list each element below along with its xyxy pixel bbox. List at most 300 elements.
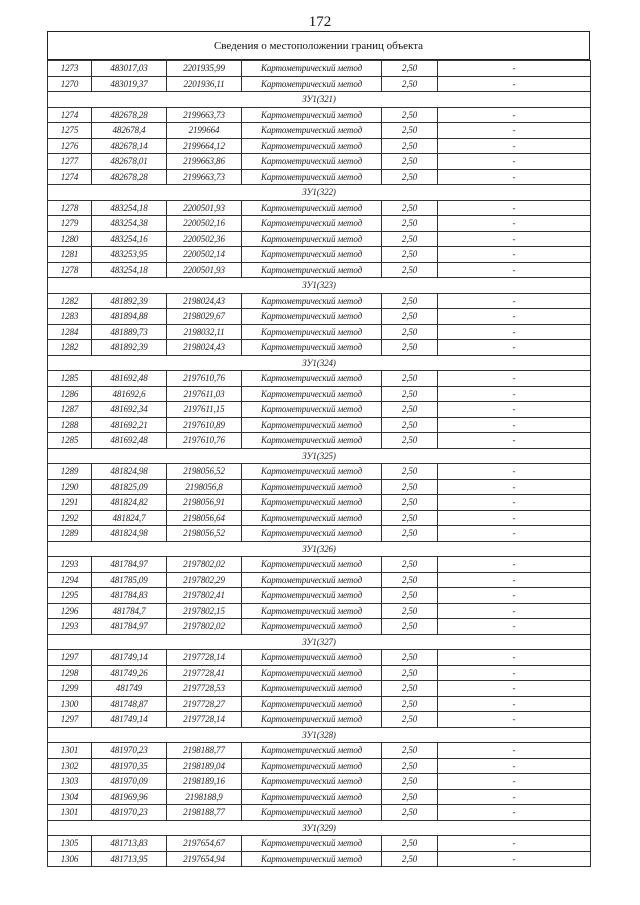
group-label: ЗУ1(328) bbox=[48, 727, 591, 743]
table-row bbox=[48, 479, 591, 495]
point-number-cell: 1299 bbox=[48, 681, 92, 697]
method-cell: Картометрический метод bbox=[242, 433, 382, 449]
table-row bbox=[48, 402, 591, 418]
method-cell: Картометрический метод bbox=[242, 216, 382, 232]
note-cell: - bbox=[438, 262, 591, 278]
x-coordinate-cell: 483254,38 bbox=[92, 216, 167, 232]
x-coordinate-cell: 481825,09 bbox=[92, 479, 167, 495]
note-cell: - bbox=[438, 247, 591, 263]
table-row bbox=[48, 712, 591, 728]
method-cell: Картометрический метод bbox=[242, 61, 382, 77]
accuracy-cell: 2,50 bbox=[382, 619, 438, 635]
y-coordinate-cell: 2198189,04 bbox=[167, 758, 242, 774]
table-row bbox=[48, 650, 591, 666]
accuracy-cell: 2,50 bbox=[382, 433, 438, 449]
method-cell: Картометрический метод bbox=[242, 402, 382, 418]
method-cell: Картометрический метод bbox=[242, 696, 382, 712]
y-coordinate-cell: 2199663,73 bbox=[167, 169, 242, 185]
point-number-cell: 1294 bbox=[48, 572, 92, 588]
method-cell: Картометрический метод bbox=[242, 138, 382, 154]
table-row bbox=[48, 774, 591, 790]
y-coordinate-cell: 2197728,41 bbox=[167, 665, 242, 681]
x-coordinate-cell: 481824,82 bbox=[92, 495, 167, 511]
group-header-row bbox=[48, 820, 591, 836]
x-coordinate-cell: 482678,28 bbox=[92, 169, 167, 185]
method-cell: Картометрический метод bbox=[242, 169, 382, 185]
method-cell: Картометрический метод bbox=[242, 262, 382, 278]
group-label: ЗУ1(322) bbox=[48, 185, 591, 201]
accuracy-cell: 2,50 bbox=[382, 851, 438, 867]
x-coordinate-cell: 483019,37 bbox=[92, 76, 167, 92]
method-cell: Картометрический метод bbox=[242, 526, 382, 542]
x-coordinate-cell: 481824,7 bbox=[92, 510, 167, 526]
x-coordinate-cell: 483017,03 bbox=[92, 61, 167, 77]
method-cell: Картометрический метод bbox=[242, 619, 382, 635]
y-coordinate-cell: 2197611,15 bbox=[167, 402, 242, 418]
method-cell: Картометрический метод bbox=[242, 743, 382, 759]
point-number-cell: 1298 bbox=[48, 665, 92, 681]
table-row bbox=[48, 464, 591, 480]
accuracy-cell: 2,50 bbox=[382, 743, 438, 759]
x-coordinate-cell: 481784,7 bbox=[92, 603, 167, 619]
method-cell: Картометрический метод bbox=[242, 789, 382, 805]
accuracy-cell: 2,50 bbox=[382, 758, 438, 774]
accuracy-cell: 2,50 bbox=[382, 572, 438, 588]
point-number-cell: 1288 bbox=[48, 417, 92, 433]
point-number-cell: 1291 bbox=[48, 495, 92, 511]
coordinates-table bbox=[47, 60, 591, 867]
x-coordinate-cell: 481824,98 bbox=[92, 464, 167, 480]
note-cell: - bbox=[438, 479, 591, 495]
method-cell: Картометрический метод bbox=[242, 510, 382, 526]
accuracy-cell: 2,50 bbox=[382, 138, 438, 154]
point-number-cell: 1284 bbox=[48, 324, 92, 340]
point-number-cell: 1282 bbox=[48, 293, 92, 309]
point-number-cell: 1303 bbox=[48, 774, 92, 790]
method-cell: Картометрический метод bbox=[242, 712, 382, 728]
method-cell: Картометрический метод bbox=[242, 324, 382, 340]
method-cell: Картометрический метод bbox=[242, 76, 382, 92]
y-coordinate-cell: 2198029,67 bbox=[167, 309, 242, 325]
accuracy-cell: 2,50 bbox=[382, 231, 438, 247]
x-coordinate-cell: 481692,48 bbox=[92, 371, 167, 387]
x-coordinate-cell: 483253,95 bbox=[92, 247, 167, 263]
y-coordinate-cell: 2198189,16 bbox=[167, 774, 242, 790]
accuracy-cell: 2,50 bbox=[382, 805, 438, 821]
x-coordinate-cell: 481892,39 bbox=[92, 293, 167, 309]
y-coordinate-cell: 2200502,36 bbox=[167, 231, 242, 247]
method-cell: Картометрический метод bbox=[242, 603, 382, 619]
group-label: ЗУ1(327) bbox=[48, 634, 591, 650]
accuracy-cell: 2,50 bbox=[382, 464, 438, 480]
table-row bbox=[48, 123, 591, 139]
point-number-cell: 1274 bbox=[48, 169, 92, 185]
x-coordinate-cell: 481970,09 bbox=[92, 774, 167, 790]
y-coordinate-cell: 2197802,41 bbox=[167, 588, 242, 604]
table-row bbox=[48, 510, 591, 526]
note-cell: - bbox=[438, 433, 591, 449]
table-row bbox=[48, 293, 591, 309]
note-cell: - bbox=[438, 665, 591, 681]
accuracy-cell: 2,50 bbox=[382, 76, 438, 92]
x-coordinate-cell: 481692,21 bbox=[92, 417, 167, 433]
point-number-cell: 1293 bbox=[48, 619, 92, 635]
note-cell: - bbox=[438, 123, 591, 139]
accuracy-cell: 2,50 bbox=[382, 154, 438, 170]
y-coordinate-cell: 2197654,94 bbox=[167, 851, 242, 867]
method-cell: Картометрический метод bbox=[242, 417, 382, 433]
method-cell: Картометрический метод bbox=[242, 836, 382, 852]
method-cell: Картометрический метод bbox=[242, 665, 382, 681]
table-row bbox=[48, 495, 591, 511]
point-number-cell: 1287 bbox=[48, 402, 92, 418]
note-cell: - bbox=[438, 572, 591, 588]
point-number-cell: 1276 bbox=[48, 138, 92, 154]
point-number-cell: 1282 bbox=[48, 340, 92, 356]
table-row bbox=[48, 169, 591, 185]
method-cell: Картометрический метод bbox=[242, 386, 382, 402]
accuracy-cell: 2,50 bbox=[382, 650, 438, 666]
point-number-cell: 1296 bbox=[48, 603, 92, 619]
point-number-cell: 1285 bbox=[48, 371, 92, 387]
accuracy-cell: 2,50 bbox=[382, 169, 438, 185]
method-cell: Картометрический метод bbox=[242, 464, 382, 480]
point-number-cell: 1285 bbox=[48, 433, 92, 449]
x-coordinate-cell: 481784,83 bbox=[92, 588, 167, 604]
y-coordinate-cell: 2197654,67 bbox=[167, 836, 242, 852]
note-cell: - bbox=[438, 293, 591, 309]
note-cell: - bbox=[438, 231, 591, 247]
table-row bbox=[48, 743, 591, 759]
note-cell: - bbox=[438, 309, 591, 325]
table-row bbox=[48, 231, 591, 247]
x-coordinate-cell: 483254,18 bbox=[92, 262, 167, 278]
point-number-cell: 1286 bbox=[48, 386, 92, 402]
accuracy-cell: 2,50 bbox=[382, 603, 438, 619]
note-cell: - bbox=[438, 758, 591, 774]
accuracy-cell: 2,50 bbox=[382, 479, 438, 495]
y-coordinate-cell: 2198056,52 bbox=[167, 464, 242, 480]
y-coordinate-cell: 2198024,43 bbox=[167, 340, 242, 356]
y-coordinate-cell: 2197610,89 bbox=[167, 417, 242, 433]
accuracy-cell: 2,50 bbox=[382, 200, 438, 216]
point-number-cell: 1273 bbox=[48, 61, 92, 77]
note-cell: - bbox=[438, 107, 591, 123]
y-coordinate-cell: 2200501,93 bbox=[167, 200, 242, 216]
accuracy-cell: 2,50 bbox=[382, 123, 438, 139]
table-row bbox=[48, 138, 591, 154]
x-coordinate-cell: 481749,26 bbox=[92, 665, 167, 681]
note-cell: - bbox=[438, 510, 591, 526]
x-coordinate-cell: 483254,18 bbox=[92, 200, 167, 216]
note-cell: - bbox=[438, 386, 591, 402]
table-row bbox=[48, 619, 591, 635]
table-row bbox=[48, 154, 591, 170]
accuracy-cell: 2,50 bbox=[382, 309, 438, 325]
accuracy-cell: 2,50 bbox=[382, 107, 438, 123]
method-cell: Картометрический метод bbox=[242, 805, 382, 821]
x-coordinate-cell: 481889,73 bbox=[92, 324, 167, 340]
group-header-row bbox=[48, 278, 591, 294]
y-coordinate-cell: 2199664,12 bbox=[167, 138, 242, 154]
accuracy-cell: 2,50 bbox=[382, 293, 438, 309]
y-coordinate-cell: 2199664 bbox=[167, 123, 242, 139]
y-coordinate-cell: 2197802,29 bbox=[167, 572, 242, 588]
point-number-cell: 1306 bbox=[48, 851, 92, 867]
x-coordinate-cell: 481970,35 bbox=[92, 758, 167, 774]
x-coordinate-cell: 481894,88 bbox=[92, 309, 167, 325]
note-cell: - bbox=[438, 138, 591, 154]
accuracy-cell: 2,50 bbox=[382, 402, 438, 418]
y-coordinate-cell: 2197728,14 bbox=[167, 712, 242, 728]
method-cell: Картометрический метод bbox=[242, 572, 382, 588]
y-coordinate-cell: 2197802,02 bbox=[167, 619, 242, 635]
accuracy-cell: 2,50 bbox=[382, 510, 438, 526]
table-row bbox=[48, 805, 591, 821]
note-cell: - bbox=[438, 588, 591, 604]
table-row bbox=[48, 588, 591, 604]
y-coordinate-cell: 2197610,76 bbox=[167, 433, 242, 449]
y-coordinate-cell: 2201936,11 bbox=[167, 76, 242, 92]
accuracy-cell: 2,50 bbox=[382, 495, 438, 511]
accuracy-cell: 2,50 bbox=[382, 216, 438, 232]
table-row bbox=[48, 324, 591, 340]
note-cell: - bbox=[438, 324, 591, 340]
x-coordinate-cell: 481749,14 bbox=[92, 650, 167, 666]
note-cell: - bbox=[438, 200, 591, 216]
table-row bbox=[48, 681, 591, 697]
note-cell: - bbox=[438, 417, 591, 433]
method-cell: Картометрический метод bbox=[242, 588, 382, 604]
table-row bbox=[48, 61, 591, 77]
accuracy-cell: 2,50 bbox=[382, 262, 438, 278]
table-row bbox=[48, 247, 591, 263]
group-header-row bbox=[48, 185, 591, 201]
table-row bbox=[48, 789, 591, 805]
accuracy-cell: 2,50 bbox=[382, 696, 438, 712]
method-cell: Картометрический метод bbox=[242, 309, 382, 325]
note-cell: - bbox=[438, 216, 591, 232]
accuracy-cell: 2,50 bbox=[382, 712, 438, 728]
point-number-cell: 1278 bbox=[48, 262, 92, 278]
y-coordinate-cell: 2198056,8 bbox=[167, 479, 242, 495]
y-coordinate-cell: 2197610,76 bbox=[167, 371, 242, 387]
point-number-cell: 1301 bbox=[48, 805, 92, 821]
group-header-row bbox=[48, 355, 591, 371]
point-number-cell: 1278 bbox=[48, 200, 92, 216]
table-row bbox=[48, 526, 591, 542]
point-number-cell: 1300 bbox=[48, 696, 92, 712]
table-row bbox=[48, 836, 591, 852]
x-coordinate-cell: 481969,96 bbox=[92, 789, 167, 805]
y-coordinate-cell: 2198188,77 bbox=[167, 805, 242, 821]
group-label: ЗУ1(326) bbox=[48, 541, 591, 557]
accuracy-cell: 2,50 bbox=[382, 836, 438, 852]
table-row bbox=[48, 603, 591, 619]
table-row bbox=[48, 340, 591, 356]
x-coordinate-cell: 481692,48 bbox=[92, 433, 167, 449]
y-coordinate-cell: 2201935,99 bbox=[167, 61, 242, 77]
x-coordinate-cell: 481692,6 bbox=[92, 386, 167, 402]
y-coordinate-cell: 2197802,15 bbox=[167, 603, 242, 619]
accuracy-cell: 2,50 bbox=[382, 774, 438, 790]
x-coordinate-cell: 482678,4 bbox=[92, 123, 167, 139]
note-cell: - bbox=[438, 526, 591, 542]
y-coordinate-cell: 2197728,53 bbox=[167, 681, 242, 697]
method-cell: Картометрический метод bbox=[242, 340, 382, 356]
group-header-row bbox=[48, 634, 591, 650]
method-cell: Картометрический метод bbox=[242, 479, 382, 495]
method-cell: Картометрический метод bbox=[242, 107, 382, 123]
x-coordinate-cell: 482678,14 bbox=[92, 138, 167, 154]
x-coordinate-cell: 481713,95 bbox=[92, 851, 167, 867]
note-cell: - bbox=[438, 696, 591, 712]
note-cell: - bbox=[438, 464, 591, 480]
x-coordinate-cell: 481824,98 bbox=[92, 526, 167, 542]
table-heading: Сведения о местоположении границ объекта bbox=[47, 31, 590, 60]
note-cell: - bbox=[438, 495, 591, 511]
point-number-cell: 1289 bbox=[48, 464, 92, 480]
note-cell: - bbox=[438, 681, 591, 697]
accuracy-cell: 2,50 bbox=[382, 588, 438, 604]
point-number-cell: 1305 bbox=[48, 836, 92, 852]
note-cell: - bbox=[438, 805, 591, 821]
point-number-cell: 1295 bbox=[48, 588, 92, 604]
method-cell: Картометрический метод bbox=[242, 851, 382, 867]
table-row bbox=[48, 433, 591, 449]
point-number-cell: 1281 bbox=[48, 247, 92, 263]
point-number-cell: 1301 bbox=[48, 743, 92, 759]
point-number-cell: 1274 bbox=[48, 107, 92, 123]
x-coordinate-cell: 481784,97 bbox=[92, 557, 167, 573]
method-cell: Картометрический метод bbox=[242, 557, 382, 573]
y-coordinate-cell: 2198188,9 bbox=[167, 789, 242, 805]
x-coordinate-cell: 481785,09 bbox=[92, 572, 167, 588]
method-cell: Картометрический метод bbox=[242, 154, 382, 170]
group-label: ЗУ1(321) bbox=[48, 92, 591, 108]
method-cell: Картометрический метод bbox=[242, 293, 382, 309]
table-row bbox=[48, 386, 591, 402]
table-row bbox=[48, 309, 591, 325]
x-coordinate-cell: 483254,16 bbox=[92, 231, 167, 247]
coordinates-sheet bbox=[47, 31, 590, 867]
method-cell: Картометрический метод bbox=[242, 758, 382, 774]
y-coordinate-cell: 2199663,73 bbox=[167, 107, 242, 123]
y-coordinate-cell: 2199663,86 bbox=[167, 154, 242, 170]
y-coordinate-cell: 2200502,14 bbox=[167, 247, 242, 263]
point-number-cell: 1279 bbox=[48, 216, 92, 232]
method-cell: Картометрический метод bbox=[242, 231, 382, 247]
y-coordinate-cell: 2197728,27 bbox=[167, 696, 242, 712]
accuracy-cell: 2,50 bbox=[382, 526, 438, 542]
page-number: 172 bbox=[308, 14, 332, 30]
x-coordinate-cell: 481749,14 bbox=[92, 712, 167, 728]
table-row bbox=[48, 758, 591, 774]
table-row bbox=[48, 262, 591, 278]
x-coordinate-cell: 481784,97 bbox=[92, 619, 167, 635]
x-coordinate-cell: 481692,34 bbox=[92, 402, 167, 418]
table-row bbox=[48, 557, 591, 573]
x-coordinate-cell: 481970,23 bbox=[92, 743, 167, 759]
group-label: ЗУ1(329) bbox=[48, 820, 591, 836]
y-coordinate-cell: 2197802,02 bbox=[167, 557, 242, 573]
x-coordinate-cell: 481892,39 bbox=[92, 340, 167, 356]
group-header-row bbox=[48, 541, 591, 557]
method-cell: Картометрический метод bbox=[242, 774, 382, 790]
note-cell: - bbox=[438, 76, 591, 92]
point-number-cell: 1277 bbox=[48, 154, 92, 170]
accuracy-cell: 2,50 bbox=[382, 417, 438, 433]
accuracy-cell: 2,50 bbox=[382, 61, 438, 77]
group-label: ЗУ1(323) bbox=[48, 278, 591, 294]
table-row bbox=[48, 76, 591, 92]
accuracy-cell: 2,50 bbox=[382, 681, 438, 697]
x-coordinate-cell: 481970,23 bbox=[92, 805, 167, 821]
y-coordinate-cell: 2197611,03 bbox=[167, 386, 242, 402]
note-cell: - bbox=[438, 154, 591, 170]
x-coordinate-cell: 482678,01 bbox=[92, 154, 167, 170]
point-number-cell: 1280 bbox=[48, 231, 92, 247]
point-number-cell: 1289 bbox=[48, 526, 92, 542]
y-coordinate-cell: 2198056,91 bbox=[167, 495, 242, 511]
table-row bbox=[48, 572, 591, 588]
note-cell: - bbox=[438, 836, 591, 852]
group-label: ЗУ1(324) bbox=[48, 355, 591, 371]
group-label: ЗУ1(325) bbox=[48, 448, 591, 464]
table-row bbox=[48, 200, 591, 216]
note-cell: - bbox=[438, 619, 591, 635]
y-coordinate-cell: 2198056,64 bbox=[167, 510, 242, 526]
accuracy-cell: 2,50 bbox=[382, 557, 438, 573]
y-coordinate-cell: 2198056,52 bbox=[167, 526, 242, 542]
note-cell: - bbox=[438, 371, 591, 387]
table-row bbox=[48, 665, 591, 681]
point-number-cell: 1290 bbox=[48, 479, 92, 495]
method-cell: Картометрический метод bbox=[242, 371, 382, 387]
note-cell: - bbox=[438, 557, 591, 573]
y-coordinate-cell: 2200502,16 bbox=[167, 216, 242, 232]
note-cell: - bbox=[438, 789, 591, 805]
point-number-cell: 1275 bbox=[48, 123, 92, 139]
table-row bbox=[48, 107, 591, 123]
accuracy-cell: 2,50 bbox=[382, 386, 438, 402]
x-coordinate-cell: 482678,28 bbox=[92, 107, 167, 123]
method-cell: Картометрический метод bbox=[242, 123, 382, 139]
point-number-cell: 1304 bbox=[48, 789, 92, 805]
x-coordinate-cell: 481749 bbox=[92, 681, 167, 697]
accuracy-cell: 2,50 bbox=[382, 371, 438, 387]
note-cell: - bbox=[438, 650, 591, 666]
accuracy-cell: 2,50 bbox=[382, 665, 438, 681]
group-header-row bbox=[48, 448, 591, 464]
point-number-cell: 1293 bbox=[48, 557, 92, 573]
x-coordinate-cell: 481748,87 bbox=[92, 696, 167, 712]
method-cell: Картометрический метод bbox=[242, 247, 382, 263]
table-row bbox=[48, 216, 591, 232]
note-cell: - bbox=[438, 851, 591, 867]
note-cell: - bbox=[438, 774, 591, 790]
group-header-row bbox=[48, 727, 591, 743]
table-row bbox=[48, 696, 591, 712]
accuracy-cell: 2,50 bbox=[382, 340, 438, 356]
point-number-cell: 1270 bbox=[48, 76, 92, 92]
y-coordinate-cell: 2198024,43 bbox=[167, 293, 242, 309]
note-cell: - bbox=[438, 712, 591, 728]
accuracy-cell: 2,50 bbox=[382, 789, 438, 805]
point-number-cell: 1292 bbox=[48, 510, 92, 526]
table-row bbox=[48, 371, 591, 387]
note-cell: - bbox=[438, 603, 591, 619]
